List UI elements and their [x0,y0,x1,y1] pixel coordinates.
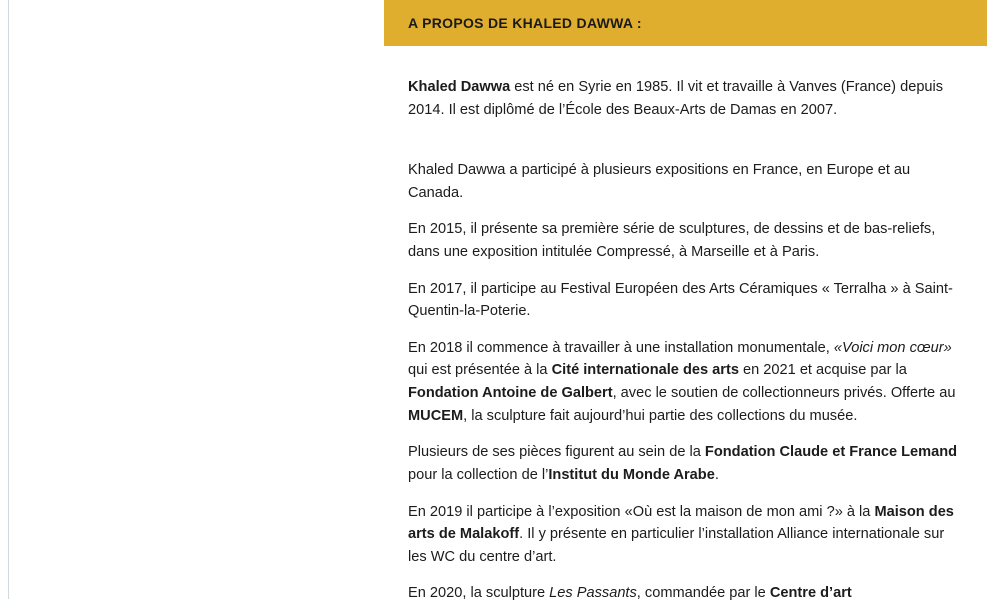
artist-name: Khaled Dawwa [408,79,511,95]
p4-text-1: En 2018 il commence à travailler à une installation monumentale, [408,339,834,356]
section-heading: A PROPOS DE KHALED DAWWA : [384,0,987,46]
p5-institution-1: Fondation Claude et France Lemand [704,444,958,461]
paragraph-4 [408,337,963,427]
paragraph-3: En 2017, il participe au Festival Européen des Arts Céramiques « Terralha » à Saint-Quentin-la-Poterie. [408,280,953,320]
p5-text-2: pour la collection de l’ [408,466,549,483]
p7-text-1: En 2020, la sculpture [408,585,550,602]
paragraph-intro-text: est né en Syrie en 1985. Il vit et travaille à Vanves (France) depuis 2014. Il est diplômé de l’École des Beaux-Arts de Damas en 2007. [408,79,944,118]
paragraph-7 [408,582,963,605]
article-body [384,76,987,605]
paragraph-spacer [408,121,963,159]
paragraph-2: En 2015, il présente sa première série de sculptures, de dessins et de bas-reliefs, dans une exposition intitulée Compressé, à Marseille et à Paris. [408,221,936,261]
p7-text-2: , commandée par le [636,585,770,602]
p6-institution-1: Maison des arts de Malakoff [408,503,954,543]
p5-institution-2: Institut du Monde Arabe [548,466,715,483]
article-content-column [384,0,987,602]
paragraph-intro [408,76,963,121]
p4-text-2: qui est présentée à la [408,362,552,379]
paragraph-6 [408,501,963,569]
p5-text-3: . [714,466,719,483]
p4-text-4: , avec le soutien de collectionneurs privés. Offerte au [612,385,956,402]
p7-institution-1: Centre d’art [769,585,852,602]
p4-institution-1: Cité internationale des arts [551,362,739,379]
p4-institution-2: Fondation Antoine de Galbert [408,385,613,402]
page-left-rule [8,0,9,599]
p4-institution-3: MUCEM [408,407,464,424]
p6-text-2: . Il y présente en particulier l’installation Alliance internationale sur les WC du centre d’art. [408,526,945,565]
p4-text-3: en 2021 et acquise par la [738,362,907,379]
p4-work-title: «Voici mon cœur» [833,339,952,356]
p4-text-5: , la sculpture fait aujourd’hui partie des collections du musée. [463,407,858,424]
paragraph-5 [408,441,963,486]
p5-text-1: Plusieurs de ses pièces figurent au sein de la [408,444,705,461]
p7-work-title: Les Passants [549,585,637,602]
paragraph-1: Khaled Dawwa a participé à plusieurs expositions en France, en Europe et au Canada. [408,162,911,201]
p6-text-1: En 2019 il participe à l’exposition «Où est la maison de mon ami ?» à la [408,503,875,520]
